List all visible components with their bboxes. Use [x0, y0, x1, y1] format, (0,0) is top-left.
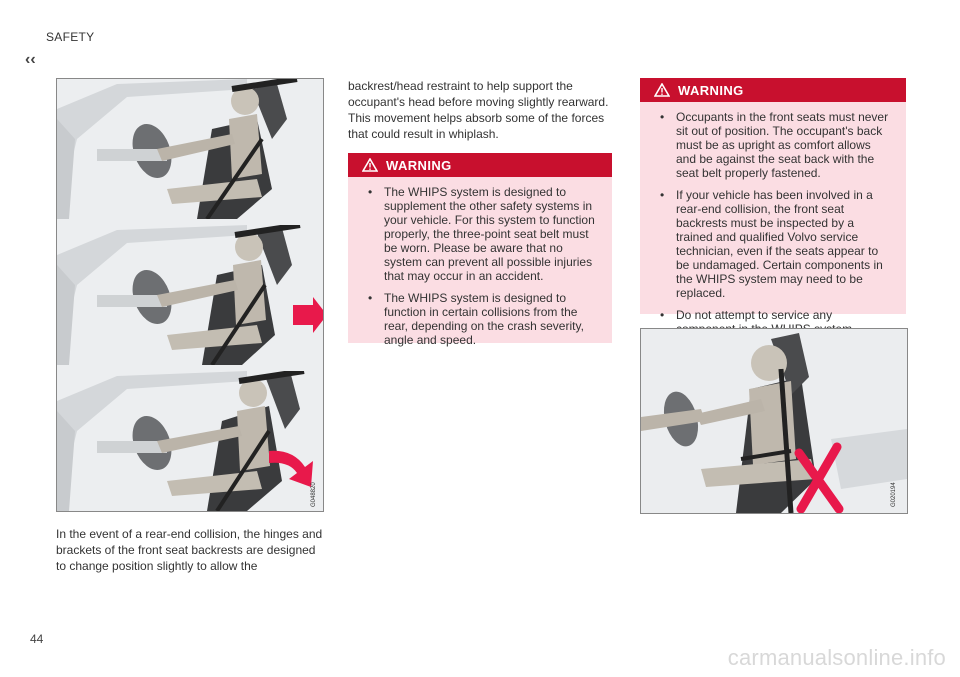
site-watermark: carmanualsonline.info	[727, 645, 946, 670]
back-nav-icon[interactable]: ‹‹	[25, 51, 36, 68]
whips-sequence-figure	[56, 78, 324, 512]
warning-triangle-icon	[654, 83, 670, 97]
body-text-col2: backrest/head restraint to help support the occupant's head before moving slightly rearward. This movement helps absorb some of the forces that could result in whiplash.	[348, 79, 609, 141]
body-text-col1: In the event of a rear-end collision, the hinges and brackets of the front seat backrests are designed to change position slightly to allow the	[56, 527, 323, 573]
figure-code-1: G048820	[311, 482, 317, 507]
warning-title-1: WARNING	[386, 157, 452, 173]
warning-box-2	[640, 78, 906, 322]
figure-code-2: G020194	[891, 482, 897, 507]
warning-title-2: WARNING	[678, 82, 744, 98]
warning-triangle-icon	[362, 158, 378, 172]
warning2-item: • If your vehicle has been involved in a rear-end collision, the front seat backrests must be inspected by a trained and qualified Volvo service technician, even if the seats appear to be undamaged. Certain components in the WHIPS system may need to be replaced.	[654, 188, 892, 300]
warning-header-2	[640, 78, 906, 102]
page-number: 44	[30, 632, 44, 646]
warning2-item: • Occupants in the front seats must never sit out of position. The occupant's back must be as upright as comfort allows and be against the seat back with the seat belt properly fastened.	[654, 110, 892, 180]
panel-impact	[57, 225, 323, 365]
section-header: SAFETY	[46, 30, 95, 44]
out-of-position-figure	[640, 328, 908, 514]
panel-recline	[57, 371, 323, 511]
warning1-item: • The WHIPS system is designed to function in certain collisions from the rear, depending on the crash severity, angle and speed.	[362, 291, 598, 347]
panel-normal	[57, 79, 323, 219]
warning-header-1	[348, 153, 612, 177]
warning-box-1	[348, 153, 612, 347]
warning1-item: • The WHIPS system is designed to supplement the other safety systems in your vehicle. For this system to function properly, the three-point seat belt must be worn. Please be aware that no system can prevent all possible injuries that may occur in an accident.	[362, 185, 598, 283]
warning2-item: • Do not attempt to service any	[654, 308, 892, 350]
